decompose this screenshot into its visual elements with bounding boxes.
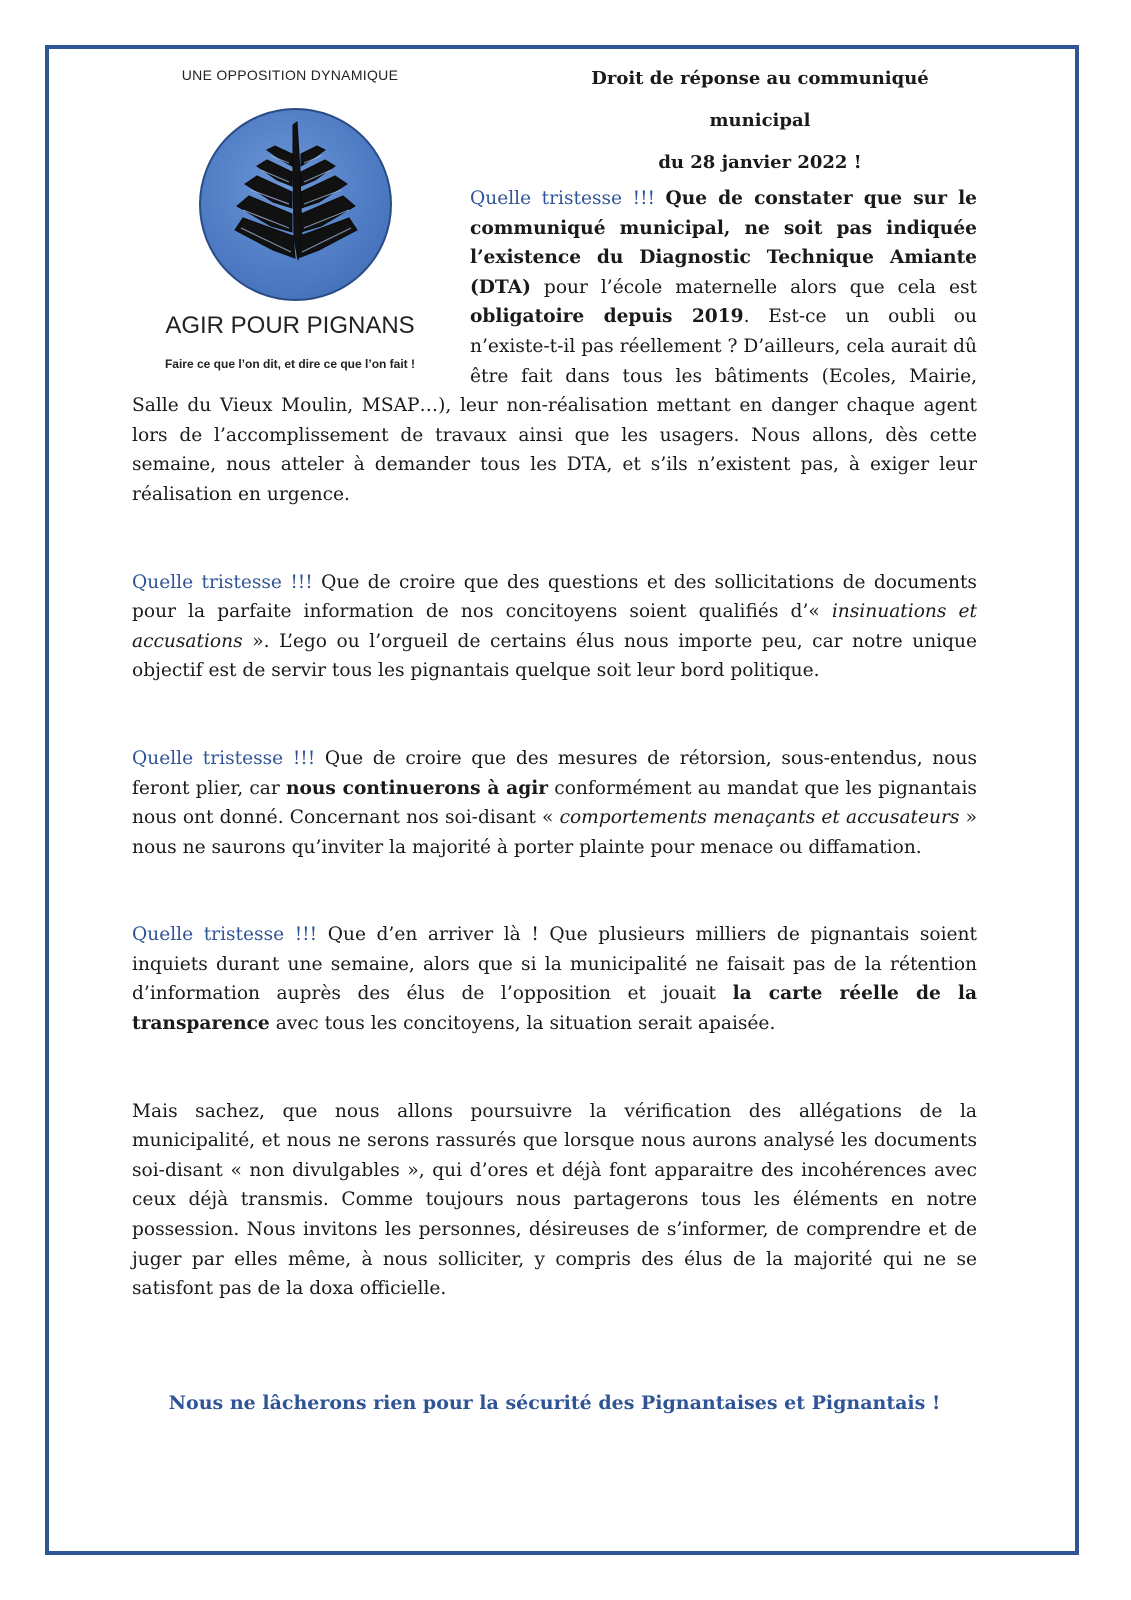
paragraph-2 <box>132 568 977 686</box>
body-text: » nous ne saurons qu’inviter la majorité à porter plainte pour menace ou diffamation. <box>132 807 977 858</box>
body-text: ». L’ego ou l’orgueil de certains élus nous importe peu, car notre unique objectif est de servir tous les pignantais quelque soit leur bord politique. <box>132 630 977 682</box>
paragraph-lead: Quelle tristesse !!! <box>132 924 318 946</box>
body-text: conformément au mandat que les pignantais nous ont donné. Concernant nos soi-disant « <box>132 777 977 829</box>
paragraph-3 <box>132 744 977 862</box>
body-text: . Est-ce un oubli ou n’existe-t-il pas réellement ? D’ailleurs, cela aurait dû être fait dans tous les bâtiments (Ecoles, Mairie, Salle du Vieux Moulin, MSAP…), leur non-réalisation mettant en danger chaque agent lors de l’accomplissement de travaux ainsi que les usagers. Nous allons, dès cette semaine, nous atteler à demander tous les DTA, et s’ils n’existent pas, à exiger leur réalisation en urgence. <box>132 306 977 505</box>
body-text: Que de croire que des mesures de rétorsion, sous-entendus, nous feront plier, car <box>132 747 977 799</box>
closing-statement: Nous ne lâcherons rien pour la sécurité des Pignantaises et Pignantais ! <box>168 1392 941 1414</box>
bold-text: nous continuerons à agir <box>285 777 549 799</box>
paragraph-lead: Quelle tristesse !!! <box>470 188 656 209</box>
body-text: Que de croire que des questions et des sollicitations de documents pour la parfaite information de nos concitoyens soient qualifiés d’« <box>132 571 977 623</box>
logo-spacer <box>132 184 470 390</box>
document-title <box>540 58 980 184</box>
body-text: Que d’en arriver là ! Que plusieurs milliers de pignantais soient inquiets durant une semaine, alors que si la municipalité ne faisait pas de la rétention d’information auprès des élus de l’opposition et jouait <box>132 924 977 1005</box>
paragraph-lead: Quelle tristesse !!! <box>132 571 313 593</box>
tagline: UNE OPPOSITION DYNAMIQUE <box>181 67 399 83</box>
paragraph-4 <box>132 920 977 1038</box>
italic-text: insinuations et accusations <box>132 601 977 652</box>
paragraph-lead: Quelle tristesse !!! <box>132 747 316 769</box>
organization-motto: Faire ce que l’on dit, et dire ce que l’on fait ! <box>164 357 416 371</box>
body-text: Mais sachez, que nous allons poursuivre la vérification des allégations de la municipalité, et nous ne serons rassurés que lorsque nous aurons analysé les documents soi-disant « non divulgables », qui d’ores et déjà font apparaitre des incohérences avec ceux déjà transmis. Comme toujours nous partagerons tous les éléments en notre possession. Nous invitons les personnes, désireuses de s’informer, de comprendre et de juger par elles même, à nous solliciter, y compris des élus de la majorité qui ne se satisfont pas de la doxa officielle. <box>132 1100 977 1300</box>
italic-text: comportements menaçants et accusateurs <box>559 807 960 829</box>
title-line-2: du 28 janvier 2022 ! <box>658 152 862 173</box>
body-text: avec tous les concitoyens, la situation serait apaisée. <box>275 1013 776 1035</box>
organization-name: AGIR POUR PIGNANS <box>165 312 415 339</box>
bold-text: la carte réelle de la transparence <box>132 983 978 1035</box>
body-text: pour l’école maternelle alors que cela est <box>543 276 977 298</box>
title-line-1: Droit de réponse au communiqué municipal <box>591 68 929 131</box>
bold-text: obligatoire depuis 2019 <box>470 306 744 328</box>
bold-text: Que de constater que sur le communiqué municipal, ne soit pas indiquée l’existence du Diagnostic Technique Amiante (DTA) <box>470 188 977 298</box>
document-body <box>132 184 977 1304</box>
paragraph-5 <box>132 1097 977 1304</box>
